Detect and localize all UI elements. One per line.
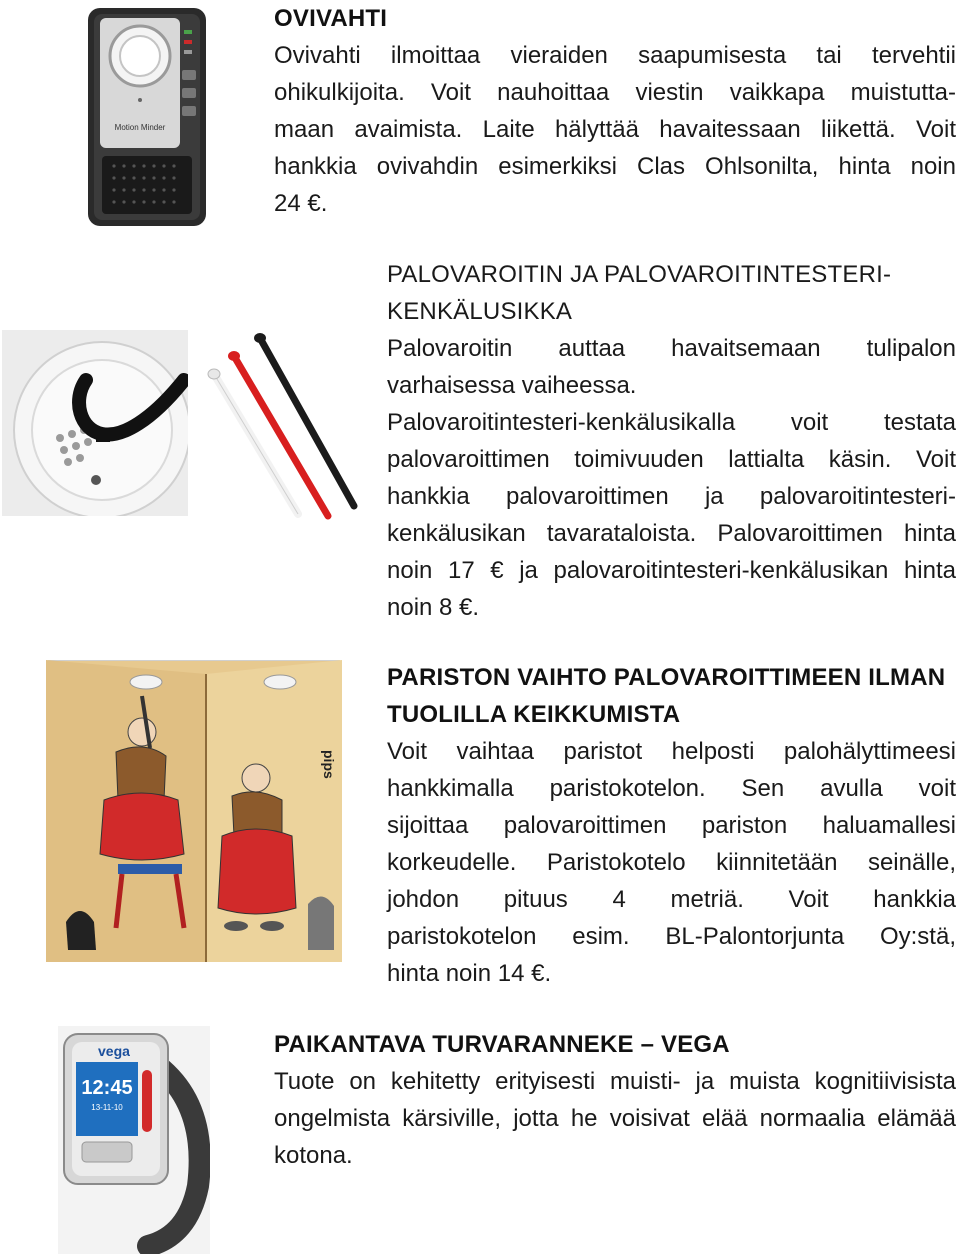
vega-wristband-image: [58, 1026, 210, 1254]
section-text: [387, 330, 956, 626]
text-line: 24 €.: [274, 190, 328, 217]
text-line: hinta noin 14 €.: [387, 960, 552, 987]
text-line: kotona.: [274, 1142, 353, 1169]
section-text: [274, 1063, 956, 1174]
text-line: hankkia palovaroittimen ja palovaroitintesteri-: [387, 483, 956, 510]
text-line: hankkimalla paristokotelon. Sen avulla voit: [387, 775, 956, 802]
title-line: PARISTON VAIHTO PALOVAROITTIMEEN ILMAN: [387, 664, 946, 691]
title-line: KENKÄLUSIKKA: [387, 298, 573, 325]
title-line: TUOLILLA KEIKKUMISTA: [387, 701, 681, 728]
motion-minder-label: Motion Minder: [114, 123, 166, 132]
text-line: korkeudelle. Paristokotelo kiinnitetään seinälle,: [387, 849, 956, 876]
text-line: Tuote on kehitetty erityisesti muisti- ja muista kognitiivisista: [274, 1068, 956, 1095]
vega-time-text: 12:45: [81, 1077, 133, 1099]
vega-date-text: 13-11-10: [91, 1103, 123, 1112]
section-title: PAIKANTAVA TURVARANNEKE – VEGA: [274, 1031, 730, 1058]
cartoon-illustration-image: [46, 660, 342, 962]
section-pariston-vaihto: [387, 659, 956, 992]
text-line: noin 17 € ja palovaroitintesteri-kenkälusikan hinta: [387, 557, 956, 584]
section-ovivahti: [274, 0, 956, 222]
text-line: hankkia ovivahdin esimerkiksi Clas Ohlsonilta, hinta noin: [274, 153, 956, 180]
text-line: kenkälusikan tavarataloista. Palovaroittimen hinta: [387, 520, 956, 547]
section-title: OVIVAHTI: [274, 5, 388, 32]
section-vega: [274, 1026, 956, 1174]
text-line: sijoittaa palovaroittimen pariston haluamallesi: [387, 812, 956, 839]
text-line: Voit vaihtaa paristot helposti palohälyttimeesi: [387, 738, 956, 765]
text-line: palovaroittimen toimivuuden lattialta käsin. Voit: [387, 446, 956, 473]
section-title: [387, 659, 956, 733]
text-line: Ovivahti ilmoittaa vieraiden saapumisesta tai tervehtii: [274, 42, 956, 69]
text-line: noin 8 €.: [387, 594, 480, 621]
smoke-detector-image: [2, 330, 188, 516]
text-line: ohikulkijoita. Voit nauhoittaa viestin vaikkapa muistutta-: [274, 79, 956, 106]
text-line: paristokotelon esim. BL-Palontorjunta Oy:stä,: [387, 923, 956, 950]
vega-brand-text: vega: [98, 1043, 130, 1059]
section-text: [387, 733, 956, 992]
pips-logo-text: pips: [321, 750, 337, 779]
section-title: [387, 256, 956, 330]
text-line: Palovaroitintesteri-kenkälusikalla voit testata: [387, 409, 956, 436]
shoehorn-tester-image: [200, 330, 360, 520]
text-line: maan avaimista. Laite hälyttää havaitessaan liikettä. Voit: [274, 116, 956, 143]
text-line: Palovaroitin auttaa havaitsemaan tulipalon: [387, 335, 956, 362]
section-text: [274, 37, 956, 222]
motion-minder-image: [86, 6, 208, 228]
text-line: johdon pituus 4 metriä. Voit hankkia: [387, 886, 956, 913]
text-line: varhaisessa vaiheessa.: [387, 372, 637, 399]
title-line: PALOVAROITIN JA PALOVAROITINTESTERI-: [387, 261, 892, 288]
section-palovaroitin: [387, 256, 956, 626]
text-line: ongelmista kärsiville, jotta he voisivat elää normaalia elämää: [274, 1105, 956, 1132]
